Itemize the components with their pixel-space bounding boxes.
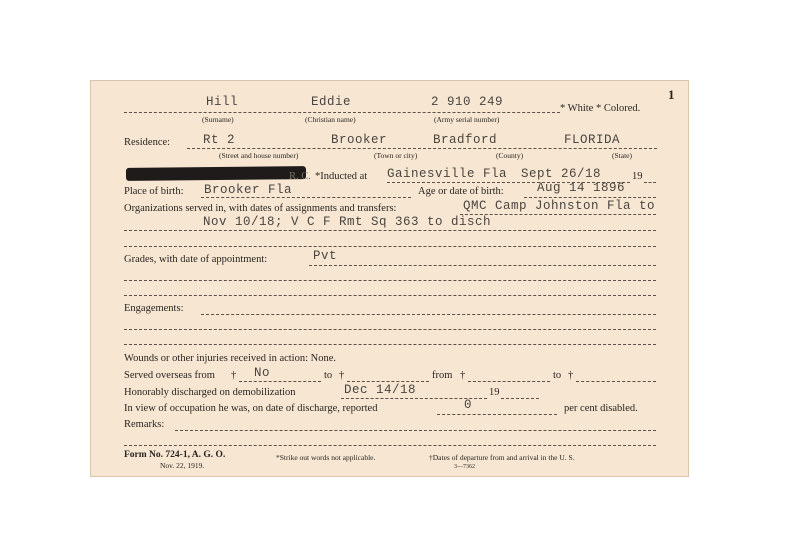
- grades-label: Grades, with date of appointment:: [124, 254, 268, 265]
- grades-line1: [309, 265, 656, 266]
- organizations-label: Organizations served in, with dates of assignments and transfers:: [124, 203, 397, 214]
- surname-caption: (Surname): [202, 115, 234, 124]
- residence-town-value: Brooker: [331, 133, 388, 147]
- form-number: Form No. 724-1, A. G. O.: [124, 450, 226, 460]
- redaction-bar: [126, 166, 306, 181]
- disability-value: 0: [464, 398, 473, 412]
- remarks-label: Remarks:: [124, 419, 165, 430]
- street-caption: (Street and house number): [219, 151, 299, 160]
- name-line: [124, 112, 560, 113]
- card-number: 1: [668, 87, 675, 102]
- discharge-label: Honorably discharged on demobilization: [124, 387, 296, 398]
- organizations-value-line1: QMC Camp Johnston Fla to: [463, 199, 656, 213]
- dates-note: †Dates of departure from and arrival in the U. S.: [429, 453, 575, 462]
- discharge-date-value: Dec 14/18: [344, 383, 417, 397]
- wounds-text: Wounds or other injuries received in action: None.: [124, 353, 337, 364]
- organizations-line3: [124, 246, 656, 247]
- birthplace-line: [201, 197, 411, 198]
- residence-street-value: Rt 2: [203, 133, 236, 147]
- inducted-label: *Inducted at: [315, 171, 368, 182]
- grades-line2: [124, 280, 656, 281]
- birthdate-label: Age or date of birth:: [418, 186, 504, 197]
- overseas-to-label-2: to: [553, 370, 562, 381]
- service-record-card: [90, 80, 689, 477]
- residence-state-value: FLORIDA: [564, 133, 621, 147]
- discharge-year-line: [501, 398, 539, 399]
- overseas-to-label: to: [324, 370, 333, 381]
- engagements-line3: [124, 344, 656, 345]
- disability-label: In view of occupation he was, on date of discharge, reported: [124, 403, 378, 414]
- army-serial-caption: (Army serial number): [434, 115, 500, 124]
- disability-suffix: per cent disabled.: [564, 403, 638, 414]
- overseas-dagger-4: †: [568, 370, 574, 381]
- grades-value: Pvt: [313, 249, 338, 263]
- residence-county-value: Bradford: [433, 133, 498, 147]
- print-code: 3—7362: [454, 464, 475, 470]
- induction-date-value: Sept 26/18: [521, 167, 602, 181]
- overseas-from-line: [239, 381, 321, 382]
- overseas-to-line-2: [576, 381, 656, 382]
- overseas-label: Served overseas from: [124, 370, 215, 381]
- remarks-line1: [175, 430, 656, 431]
- redacted-suffix: R. C.: [289, 171, 311, 182]
- organizations-line2: [124, 230, 656, 231]
- town-caption: (Town or city): [374, 151, 418, 160]
- overseas-dagger-1: †: [231, 370, 237, 381]
- birthplace-label: Place of birth:: [124, 186, 184, 197]
- residence-label: Residence:: [124, 137, 171, 148]
- army-serial-value: 2 910 249: [431, 95, 504, 109]
- race-options: * White * Colored.: [560, 103, 641, 114]
- county-caption: (County): [496, 151, 524, 160]
- grades-line3: [124, 295, 656, 296]
- residence-line: [187, 148, 657, 149]
- overseas-from-label: from: [432, 370, 453, 381]
- birthdate-line: [524, 197, 656, 198]
- overseas-dagger-2: †: [339, 370, 345, 381]
- induction-year-line: [644, 182, 656, 183]
- disability-line: [437, 414, 557, 415]
- organizations-value-line2: Nov 10/18; V C F Rmt Sq 363 to disch: [203, 215, 492, 229]
- engagements-line2: [124, 329, 656, 330]
- form-date: Nov. 22, 1919.: [160, 461, 205, 470]
- engagements-label: Engagements:: [124, 303, 184, 314]
- birthdate-value: Aug 14 1896: [537, 181, 626, 195]
- surname-value: Hill: [206, 95, 239, 109]
- induction-year-suffix: 19: [632, 171, 643, 182]
- overseas-dagger-3: †: [460, 370, 466, 381]
- overseas-to-line: [347, 381, 429, 382]
- state-caption: (State): [612, 151, 632, 160]
- birthplace-value: Brooker Fla: [204, 183, 293, 197]
- overseas-value: No: [254, 366, 271, 380]
- christian-name-caption: (Christian name): [305, 115, 356, 124]
- overseas-from-line-2: [468, 381, 550, 382]
- christian-name-value: Eddie: [311, 95, 352, 109]
- discharge-year-suffix: 19: [489, 387, 500, 398]
- engagements-line1: [201, 314, 656, 315]
- strike-out-note: *Strike out words not applicable.: [276, 453, 376, 462]
- induction-place-value: Gainesville Fla: [387, 167, 508, 181]
- remarks-line2: [124, 445, 656, 446]
